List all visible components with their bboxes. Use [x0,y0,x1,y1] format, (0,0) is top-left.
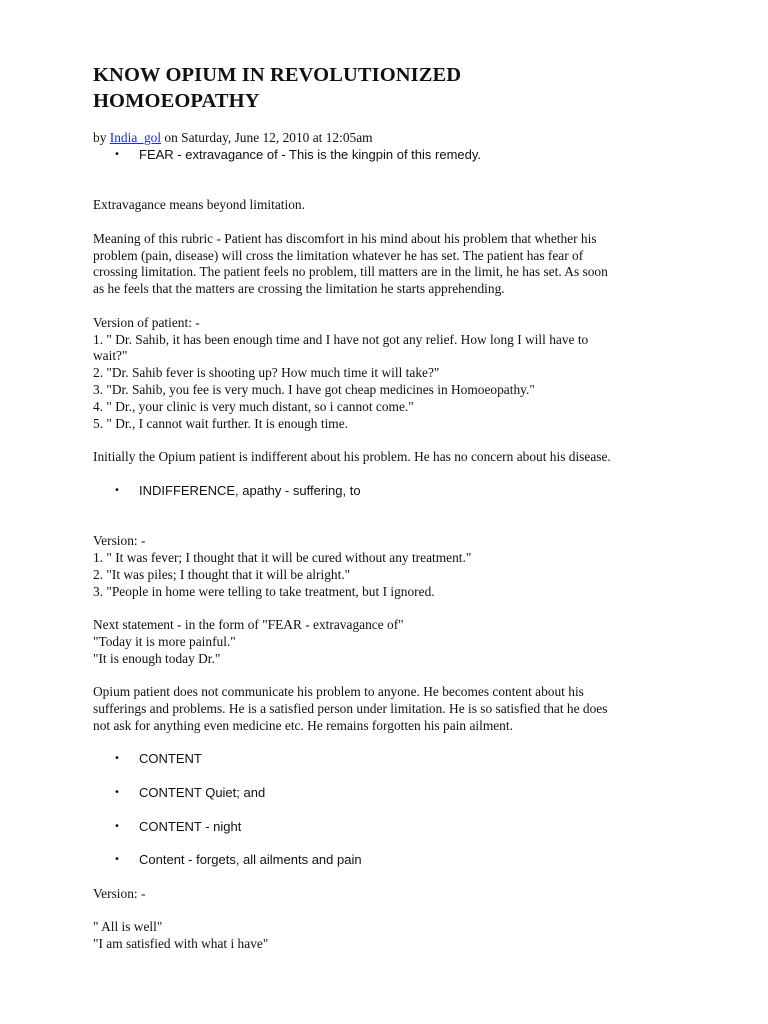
version-line: wait?" [93,348,128,364]
version-line: 1. " It was fever; I thought that it will be cured without any treatment." [93,549,472,565]
paragraph-indifferent: Initially the Opium patient is indifferent about his problem. He has no concern about his disease. [93,449,611,465]
byline [93,130,728,147]
version-line: 3. "People in home were telling to take treatment, but I ignored. [93,583,435,599]
paragraph-extravagance: Extravagance means beyond limitation. [93,197,305,213]
version-line: 5. " Dr., I cannot wait further. It is enough time. [93,415,348,431]
version-line: " All is well" [93,919,163,935]
rubric-content-night: • CONTENT - night [93,819,728,836]
byline-prefix: by [93,130,110,145]
version-line: 3. "Dr. Sahib, you fee is very much. I have got cheap medicines in Homoeopathy." [93,381,535,397]
version-line: "I am satisfied with what i have" [93,936,269,952]
text-line: as he feels that the matters are crossing the limitation he starts apprehending. [93,281,505,297]
text-line: Next statement - in the form of "FEAR - extravagance of" [93,617,404,633]
text-line: not ask for anything even medicine etc. He remains forgotten his pain ailment. [93,717,513,733]
text-line: sufferings and problems. He is a satisfied person under limitation. He is so satisfied that he does [93,701,608,717]
text-line: "It is enough today Dr." [93,650,221,666]
text-line: "Today it is more painful." [93,633,236,649]
rubric-content-quiet: • CONTENT Quiet; and [93,785,728,802]
rubric-list-fear [93,147,728,164]
author-link[interactable]: India_gol [109,130,162,145]
paragraph-meaning [93,231,728,298]
text-line: problem (pain, disease) will cross the limitation whatever he has set. The patient has fear of [93,247,584,263]
rubric-fear: • FEAR - extravagance of - This is the kingpin of this remedy. [93,147,728,164]
version-heading-3: Version: - [93,885,146,901]
version-line: 2. "It was piles; I thought that it will be alright." [93,566,351,582]
version-line: 2. "Dr. Sahib fever is shooting up? How much time it will take?" [93,365,440,381]
version-heading: Version: - [93,533,146,549]
article-title [93,63,728,114]
version-line: 1. " Dr. Sahib, it has been enough time and I have not got any relief. How long I will have to [93,331,589,347]
title-line-1: KNOW OPIUM IN REVOLUTIONIZED [93,64,462,86]
version-patient-block [93,315,728,433]
rubric-list-indifference [93,483,728,500]
version-block-3 [93,919,728,953]
text-line: crossing limitation. The patient feels no problem, till matters are in the limit, he has set. As soon [93,264,608,280]
text-line: Meaning of this rubric - Patient has discomfort in his mind about his problem that whether his [93,230,597,246]
rubric-indifference: • INDIFFERENCE, apathy - suffering, to [93,483,728,500]
text-line: Opium patient does not communicate his problem to anyone. He becomes content about his [93,684,584,700]
paragraph-content [93,684,728,734]
title-line-2: HOMOEOPATHY [93,89,260,112]
rubric-list-content [93,751,728,869]
version-line: 4. " Dr., your clinic is very much distant, so i cannot come." [93,398,414,414]
next-statement-block [93,617,728,667]
byline-date: on Saturday, June 12, 2010 at 12:05am [161,130,373,145]
version-heading: Version of patient: - [93,314,200,330]
version-block-2 [93,533,728,600]
rubric-content-forgets: • Content - forgets, all ailments and pain [93,852,728,869]
rubric-content: • CONTENT [93,751,728,768]
